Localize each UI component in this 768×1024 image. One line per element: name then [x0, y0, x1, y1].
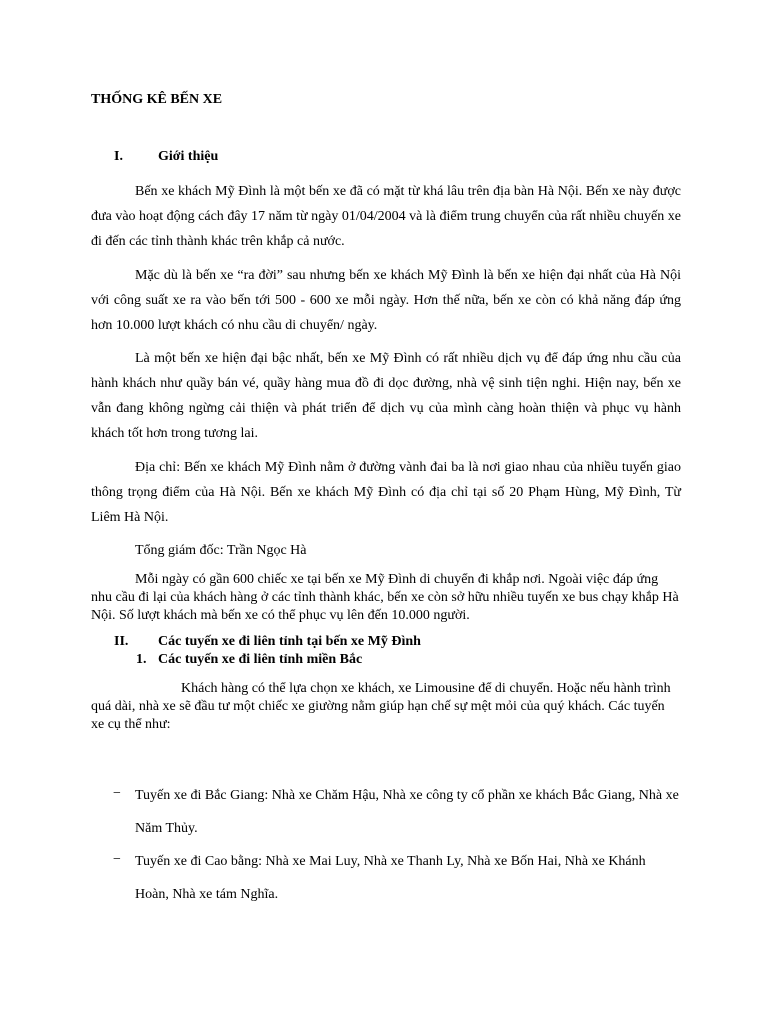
- paragraph-services: Là một bến xe hiện đại bậc nhất, bến xe Mỹ Đình có rất nhiều dịch vụ để đáp ứng nhu cầu của hành khách như quầy bán vé, quầy hàng mua đồ đi dọc đường, nhà vệ sinh tiện nghi. Hiện nay, bến xe vẫn đang không ngừng cải thiện và phát triển để dịch vụ của mình càng hoàn thiện và phục vụ hành khách tốt hơn trong tương lai.: [91, 351, 681, 441]
- list-item-bac-giang: Tuyến xe đi Bắc Giang: Nhà xe Chăm Hậu, Nhà xe công ty cổ phần xe khách Bắc Giang, Nhà xe Năm Thủy.: [135, 788, 679, 836]
- paragraph-address: Địa chỉ: Bến xe khách Mỹ Đình nằm ở đường vành đai ba là nơi giao nhau của nhiều tuyến giao thông trọng điểm của Hà Nội. Bến xe khách Mỹ Đình có địa chỉ tại số 20 Phạm Hùng, Mỹ Đình, Từ Liêm Hà Nội.: [91, 460, 681, 525]
- list-item-cao-bang: Tuyến xe đi Cao bằng: Nhà xe Mai Luy, Nhà xe Thanh Ly, Nhà xe Bốn Hai, Nhà xe Khánh Hoàn, Nhà xe tám Nghĩa.: [135, 854, 646, 902]
- list-item-marker: −: [113, 852, 121, 867]
- paragraph-daily-stats: Mỗi ngày có gần 600 chiếc xe tại bến xe Mỹ Đình di chuyển đi khắp nơi. Ngoài việc đáp ứng nhu cầu đi lại của khách hàng ở các tỉnh thành khác, bến xe còn sở hữu nhiều tuyến xe bus chạy khắp Hà Nội. Số lượt khách mà bến xe có thể phục vụ lên đến 10.000 người.: [91, 572, 679, 623]
- list-item-marker: −: [113, 786, 121, 801]
- section-1-number: I.: [114, 149, 123, 164]
- subsection-1-heading: Các tuyến xe đi liên tỉnh miền Bắc: [158, 652, 363, 667]
- document-title: THỐNG KÊ BẾN XE: [91, 92, 223, 107]
- paragraph-northern-routes: Khách hàng có thể lựa chọn xe khách, xe Limousine để di chuyển. Hoặc nếu hành trình quá dài, nhà xe sẽ đầu tư một chiếc xe giường nằm giúp hạn chế sự mệt mỏi của quý khách. Các tuyến xe cụ thể như:: [91, 681, 671, 732]
- paragraph-capacity: Mặc dù là bến xe “ra đời” sau nhưng bến xe khách Mỹ Đình là bến xe hiện đại nhất của Hà Nội với công suất xe ra vào bến tới 500 - 600 xe mỗi ngày. Hơn thế nữa, bến xe còn có khả năng đáp ứng hơn 10.000 lượt khách có nhu cầu di chuyển/ ngày.: [91, 268, 681, 333]
- subsection-1-number: 1.: [136, 652, 147, 667]
- paragraph-intro: Bến xe khách Mỹ Đình là một bến xe đã có mặt từ khá lâu trên địa bàn Hà Nội. Bến xe này được đưa vào hoạt động cách đây 17 năm từ ngày 01/04/2004 và là điểm trung chuyển của rất nhiều chuyến xe đi đến các tỉnh thành khác trên khắp cả nước.: [91, 184, 681, 249]
- paragraph-director: Tổng giám đốc: Trần Ngọc Hà: [135, 543, 307, 558]
- section-2-heading: Các tuyến xe đi liên tỉnh tại bến xe Mỹ Đình: [158, 634, 421, 649]
- section-1-heading: Giới thiệu: [158, 149, 219, 164]
- section-2-number: II.: [114, 634, 129, 649]
